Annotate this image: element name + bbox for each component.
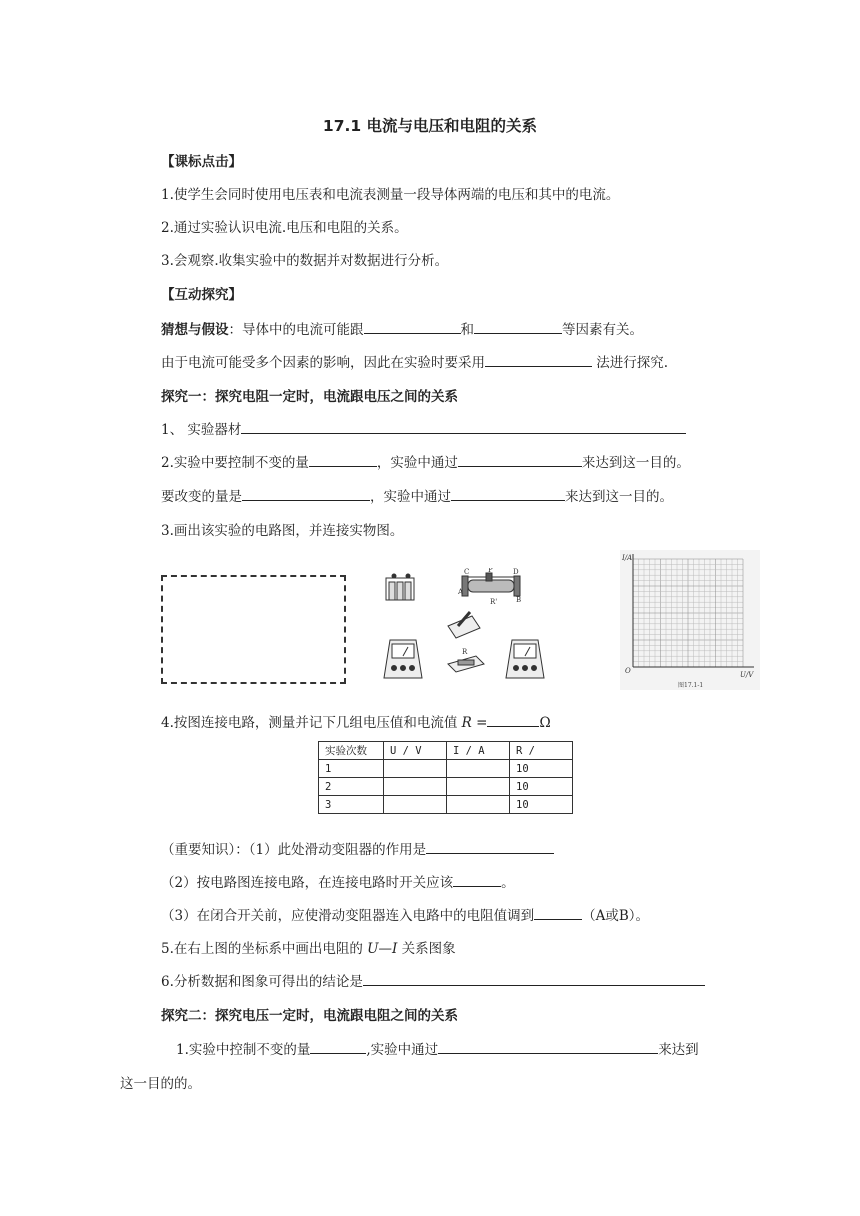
imp1-line [161, 838, 554, 858]
page-title: 17.1 电流与电压和电阻的关系 [322, 117, 538, 135]
graph-origin: O [625, 667, 631, 675]
rheostat-icon [457, 568, 521, 606]
q4-unit: Ω [539, 715, 551, 731]
imp2-line [161, 871, 515, 891]
table-cell: 2 [319, 778, 384, 796]
q4-symbol: R [461, 715, 472, 731]
e2q1-continued: 这一目的的。 [120, 1076, 201, 1092]
q4-text-b: = [471, 715, 488, 731]
method-text-b: 法进行探究. [592, 355, 669, 371]
e2q1-text-c: 来达到 [658, 1042, 699, 1058]
imp1-text: （重要知识）：（1）此处滑动变阻器的作用是 [161, 842, 427, 858]
table-cell: 3 [319, 796, 384, 814]
q2b-text-a: 要改变的量是 [161, 489, 242, 505]
q2b-text-b: ，实验中通过 [370, 489, 451, 505]
table-cell[interactable] [384, 778, 447, 796]
imp2-text-b: 。 [501, 875, 515, 891]
blank[interactable] [309, 452, 377, 467]
q2b-line [161, 485, 673, 505]
table-header-cell: R / [510, 742, 573, 760]
q5-text-a: 5.在右上图的坐标系中画出电阻的 [161, 941, 368, 957]
blank[interactable] [451, 486, 565, 501]
blank[interactable] [453, 872, 501, 887]
table-cell[interactable] [447, 796, 510, 814]
q2b-text-c: 来达到这一目的。 [565, 489, 673, 505]
goal-3: 3.会观察.收集实验中的数据并对数据进行分析。 [161, 253, 449, 269]
explore1-heading: 探究一：探究电阻一定时，电流跟电压之间的关系 [161, 389, 458, 405]
q3-text: 3.画出该实验的电路图，并连接实物图。 [161, 523, 404, 539]
goal-1: 1.使学生会同时使用电压表和电流表测量一段导体两端的电压和其中的电流。 [161, 187, 620, 203]
imp2-text-a: （2）按电路图连接电路，在连接电路时开关应该 [161, 875, 454, 891]
q5-symbol: U—I [367, 941, 398, 957]
table-cell[interactable] [384, 760, 447, 778]
guess-label: 猜想与假设 [161, 322, 229, 338]
table-row [319, 778, 573, 796]
table-cell: 10 [510, 760, 573, 778]
imp3-text-b: （A或B）。 [582, 908, 650, 924]
blank[interactable] [426, 839, 554, 854]
blank[interactable] [363, 971, 705, 986]
table-header-cell: U / V [384, 742, 447, 760]
resistor-icon [448, 648, 484, 672]
table-cell: 10 [510, 796, 573, 814]
q2-text-a: 2.实验中要控制不变的量 [161, 455, 309, 471]
section-heading-explore: 【互动探究】 [161, 287, 242, 303]
q2-text-b: ，实验中通过 [376, 455, 458, 471]
rheostat-label: R' [490, 598, 498, 606]
rheostat-label: D [513, 568, 519, 576]
data-table [318, 741, 573, 814]
graph-ylabel: I/A [622, 554, 633, 562]
explore2-heading: 探究二：探究电压一定时，电流跟电阻之间的关系 [161, 1008, 458, 1024]
blank[interactable] [242, 486, 370, 501]
rheostat-label: B [516, 596, 522, 604]
guess-text-b: 和 [460, 322, 474, 338]
guess-line [161, 318, 643, 338]
rheostat-label: A [458, 588, 464, 596]
q6-line [161, 970, 705, 990]
table-cell[interactable] [447, 778, 510, 796]
battery-icon [386, 574, 414, 600]
table-row [319, 796, 573, 814]
e2q1-text-a: 1.实验中控制不变的量 [176, 1042, 311, 1058]
q2-text-c: 来达到这一目的。 [581, 455, 690, 471]
ammeter-icon [384, 640, 422, 678]
q1-text: 1、 实验器材 [161, 422, 242, 438]
table-header-cell: I / A [447, 742, 510, 760]
table-cell[interactable] [447, 760, 510, 778]
apparatus-figure [378, 568, 558, 686]
table-cell[interactable] [384, 796, 447, 814]
table-row [319, 760, 573, 778]
q2-line [161, 451, 690, 471]
blank[interactable] [458, 452, 582, 467]
graph-grid [633, 559, 743, 667]
q5-text-c: 关系图象 [397, 941, 456, 957]
graph-caption: 图17.1-1 [678, 682, 704, 689]
e2q1-line [176, 1038, 699, 1058]
q4-line [161, 711, 551, 731]
guess-text-c: 等因素有关。 [562, 322, 643, 338]
circuit-drawing-box[interactable] [161, 575, 346, 684]
rheostat-label: C [464, 568, 470, 576]
q4-text-a: 4.按图连接电路，测量并记下几组电压值和电流值 [161, 715, 462, 731]
method-line [161, 351, 668, 371]
blank[interactable] [364, 319, 461, 334]
table-cell: 1 [319, 760, 384, 778]
guess-text-a: ：导体中的电流可能跟 [228, 322, 364, 338]
resistor-label: R [462, 648, 468, 656]
imp3-line [161, 904, 649, 924]
q5-line [161, 937, 456, 957]
e2q1-text-b: ,实验中通过 [366, 1042, 439, 1058]
q6-text: 6.分析数据和图象可得出的结论是 [161, 974, 363, 990]
voltmeter-icon [506, 640, 544, 678]
table-header-cell: 实验次数 [319, 742, 384, 760]
blank[interactable] [474, 319, 562, 334]
q1-line [161, 418, 686, 438]
blank[interactable] [438, 1039, 658, 1054]
imp3-text-a: （3）在闭合开关前，应使滑动变阻器连入电路中的电阻值调到 [161, 908, 535, 924]
graph-xlabel: U/V [740, 671, 754, 679]
switch-icon [448, 612, 480, 638]
goal-2: 2.通过实验认识电流.电压和电阻的关系。 [161, 220, 408, 236]
u-i-graph [620, 550, 760, 690]
blank[interactable] [485, 352, 592, 367]
blank[interactable] [534, 905, 582, 920]
blank[interactable] [241, 419, 686, 434]
table-cell: 10 [510, 778, 573, 796]
section-heading-goals: 【课标点击】 [161, 154, 242, 170]
method-text-a: 由于电流可能受多个因素的影响，因此在实验时要采用 [161, 355, 485, 371]
blank[interactable] [487, 712, 539, 727]
blank[interactable] [310, 1039, 366, 1054]
table-header-row [319, 742, 573, 760]
rheostat-label: P [488, 568, 493, 574]
